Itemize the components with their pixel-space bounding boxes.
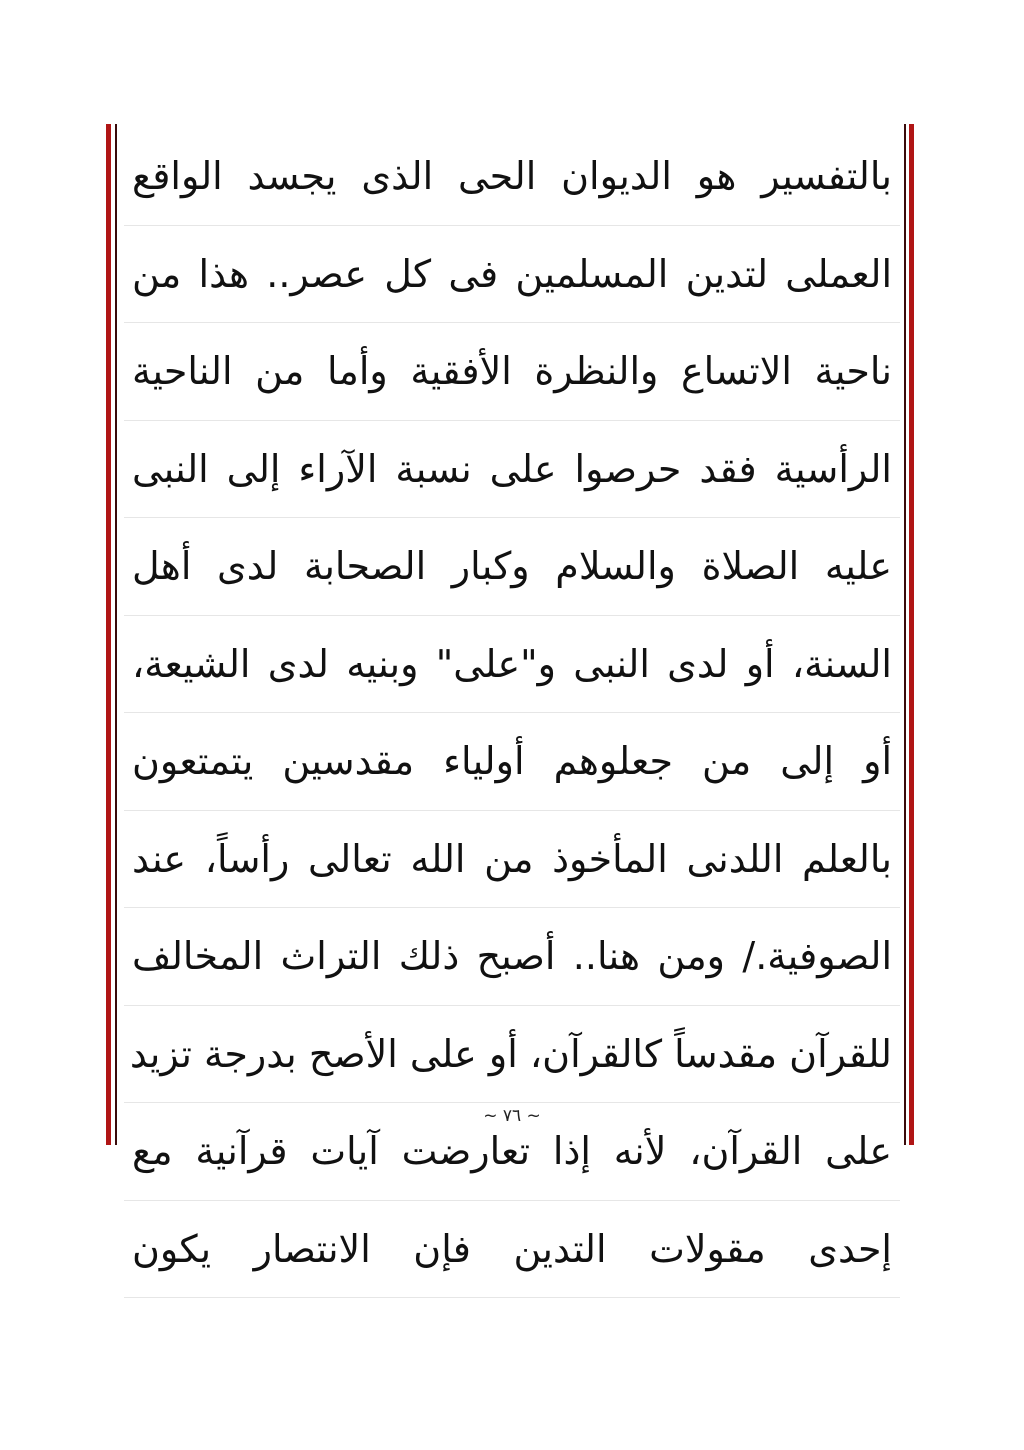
left-border-thick-line <box>106 124 111 1145</box>
text-line-9: الصوفية./ ومن هنا.. أصبح ذلك التراث المخالف <box>124 908 900 1006</box>
text-line-1: بالتفسير هو الديوان الحى الذى يجسد الواقع <box>124 128 900 226</box>
right-border-ornament <box>904 124 918 1145</box>
text-line-11: على القرآن، لأنه إذا تعارضت آيات قرآنية مع <box>124 1103 900 1201</box>
text-line-2: العملى لتدين المسلمين فى كل عصر.. هذا من <box>124 226 900 324</box>
text-line-5: عليه الصلاة والسلام وكبار الصحابة لدى أهل <box>124 518 900 616</box>
left-border-thin-line <box>115 124 117 1145</box>
text-line-10: للقرآن مقدساً كالقرآن، أو على الأصح بدرجة تزيد <box>124 1006 900 1104</box>
page-number: ~ ٧٦ ~ <box>483 1106 541 1126</box>
right-border-thin-line <box>904 124 906 1145</box>
text-line-7: أو إلى من جعلوهم أولياء مقدسين يتمتعون <box>124 713 900 811</box>
text-line-4: الرأسية فقد حرصوا على نسبة الآراء إلى النبى <box>124 421 900 519</box>
text-line-3: ناحية الاتساع والنظرة الأفقية وأما من الناحية <box>124 323 900 421</box>
text-line-6: السنة، أو لدى النبى و"على" وبنيه لدى الشيعة، <box>124 616 900 714</box>
text-line-12: إحدى مقولات التدين فإن الانتصار يكون <box>124 1201 900 1299</box>
text-line-8: بالعلم اللدنى المأخوذ من الله تعالى رأساً، عند <box>124 811 900 909</box>
left-border-ornament <box>106 124 120 1145</box>
right-border-thick-line <box>909 124 914 1145</box>
